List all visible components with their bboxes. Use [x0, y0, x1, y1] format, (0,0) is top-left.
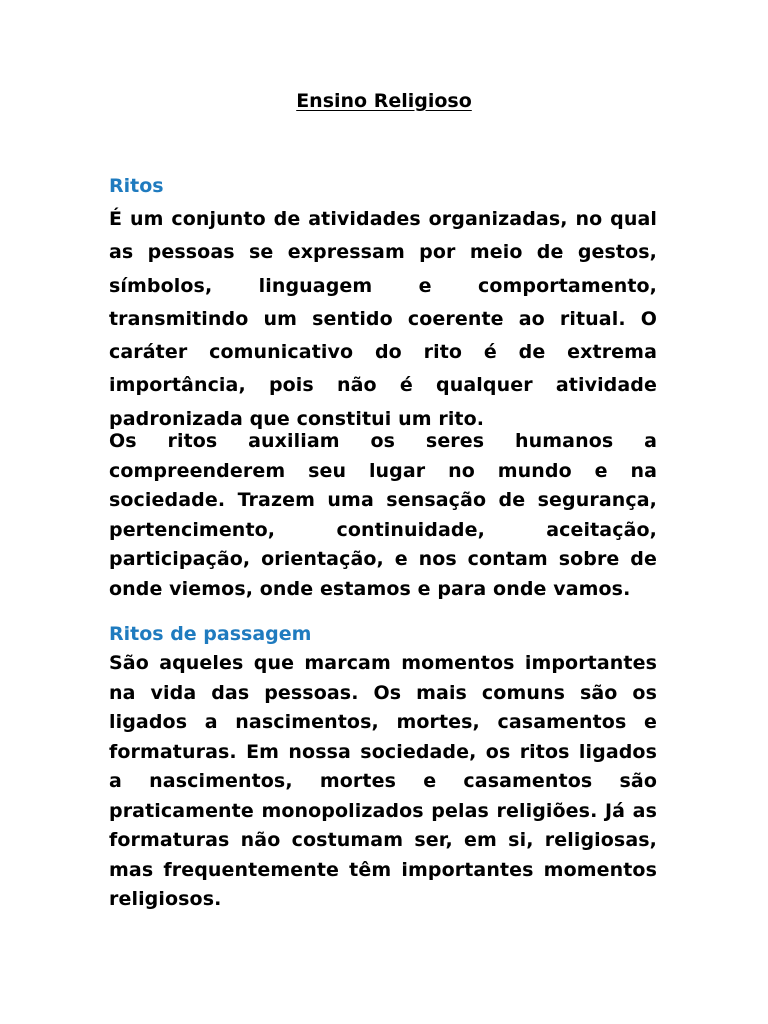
section-heading-ritos: Ritos — [109, 175, 164, 197]
document-title-text: Ensino Religioso — [296, 90, 472, 112]
section-heading-ritos-de-passagem: Ritos de passagem — [109, 623, 312, 645]
paragraph-ritos-definition: É um conjunto de atividades organizadas, no qual as pessoas se expressam por meio de gestos, símbolos, linguagem e comportamento, transmitindo um sentido coerente ao ritual. O caráter comunicativo do rito é de extrema importância, pois não é qualquer atividade padronizada que constitui um rito. — [109, 208, 657, 430]
paragraph-ritos-de-passagem: São aqueles que marcam momentos importantes na vida das pessoas. Os mais comuns são os ligados a nascimentos, mortes, casamentos e formaturas. Em nossa sociedade, os ritos ligados a nascimentos, mortes e casamentos são praticamente monopolizados pelas religiões. Já as formaturas não costumam ser, em si, religiosas, mas frequentemente têm importantes momentos religiosos. — [109, 652, 657, 910]
paragraph-ritos-purpose: Os ritos auxiliam os seres humanos a compreenderem seu lugar no mundo e na sociedade. Trazem uma sensação de segurança, pertencimento, continuidade, aceitação, participação, orientação, e nos contam sobre de onde viemos, onde estamos e para onde vamos. — [109, 430, 657, 600]
document-title — [0, 88, 768, 114]
